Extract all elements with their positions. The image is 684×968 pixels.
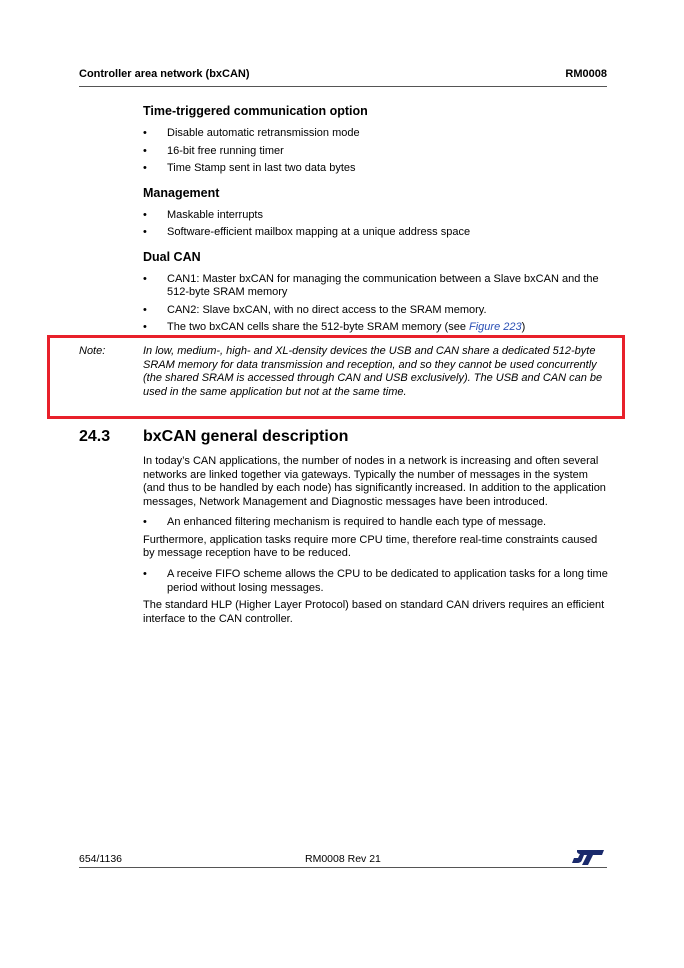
management-section — [143, 186, 608, 240]
note-text: In low, medium-, high- and XL-density devices the USB and CAN share a dedicated 512-byte SRAM memory for data transmission and reception, and so they cannot be used concurrently (the shared SRAM is accessed through CAN and USB exclusively). The USB and CAN can be used in the same application but not at the same time. — [143, 345, 603, 398]
paragraph: In today’s CAN applications, the number of nodes in a network is increasing and often several networks are linked together via gateways. Typically the number of messages in the system (and thus to be handled by each node) has significantly increased. In addition to the application messages, Network Management and Diagnostic messages have been introduced. — [143, 455, 606, 508]
body-list-2 — [143, 568, 608, 595]
management-list — [143, 209, 608, 240]
page-footer — [79, 852, 607, 868]
ttc-heading: Time-triggered communication option — [143, 104, 368, 118]
page-number: 654/1136 — [79, 853, 123, 865]
body-list-1 — [143, 516, 608, 530]
section-body — [143, 455, 608, 633]
list-item — [143, 321, 608, 335]
list-item-text-end: ) — [521, 321, 526, 333]
figure-223-link[interactable]: Figure 223 — [469, 321, 522, 333]
header-chapter-title: Controller area network (bxCAN) — [79, 68, 250, 80]
list-item-text: The two bxCAN cells share the 512-byte SRAM memory (see — [167, 321, 470, 333]
paragraph: The standard HLP (Higher Layer Protocol) based on standard CAN drivers requires an efficient interface to the CAN controller. — [143, 599, 605, 625]
dualcan-section — [143, 250, 608, 335]
section-number: 24.3 — [79, 428, 111, 445]
doc-revision: RM0008 Rev 21 — [305, 853, 381, 865]
list-item: • CAN1: Master bxCAN for managing the communication between a Slave bxCAN and the 512-byte SRAM memory — [143, 273, 608, 300]
feature-list-section — [143, 104, 608, 345]
list-item: • A receive FIFO scheme allows the CPU to be dedicated to application tasks for a long time period without losing messages. — [143, 568, 608, 595]
dualcan-list — [143, 273, 608, 335]
list-item: • Time Stamp sent in last two data bytes — [143, 162, 608, 176]
list-item: • Software-efficient mailbox mapping at a unique address space — [143, 226, 608, 240]
page-header — [79, 68, 607, 87]
note-label: Note: — [79, 345, 106, 357]
list-item: • CAN2: Slave bxCAN, with no direct access to the SRAM memory. — [143, 304, 608, 318]
section-title: bxCAN general description — [143, 428, 349, 445]
list-item: • Disable automatic retransmission mode — [143, 127, 608, 141]
list-item: • Maskable interrupts — [143, 209, 608, 223]
header-doc-id: RM0008 — [565, 68, 607, 80]
paragraph: Furthermore, application tasks require more CPU time, therefore real-time constraints caused by message reception have to be reduced. — [143, 533, 598, 560]
ttc-list — [143, 127, 608, 176]
st-logo-icon — [571, 849, 605, 866]
list-item: • An enhanced filtering mechanism is required to handle each type of message. — [143, 516, 608, 530]
dualcan-heading: Dual CAN — [143, 249, 201, 264]
management-heading: Management — [143, 185, 220, 200]
list-item: • 16-bit free running timer — [143, 145, 608, 159]
ttc-section — [143, 104, 608, 176]
